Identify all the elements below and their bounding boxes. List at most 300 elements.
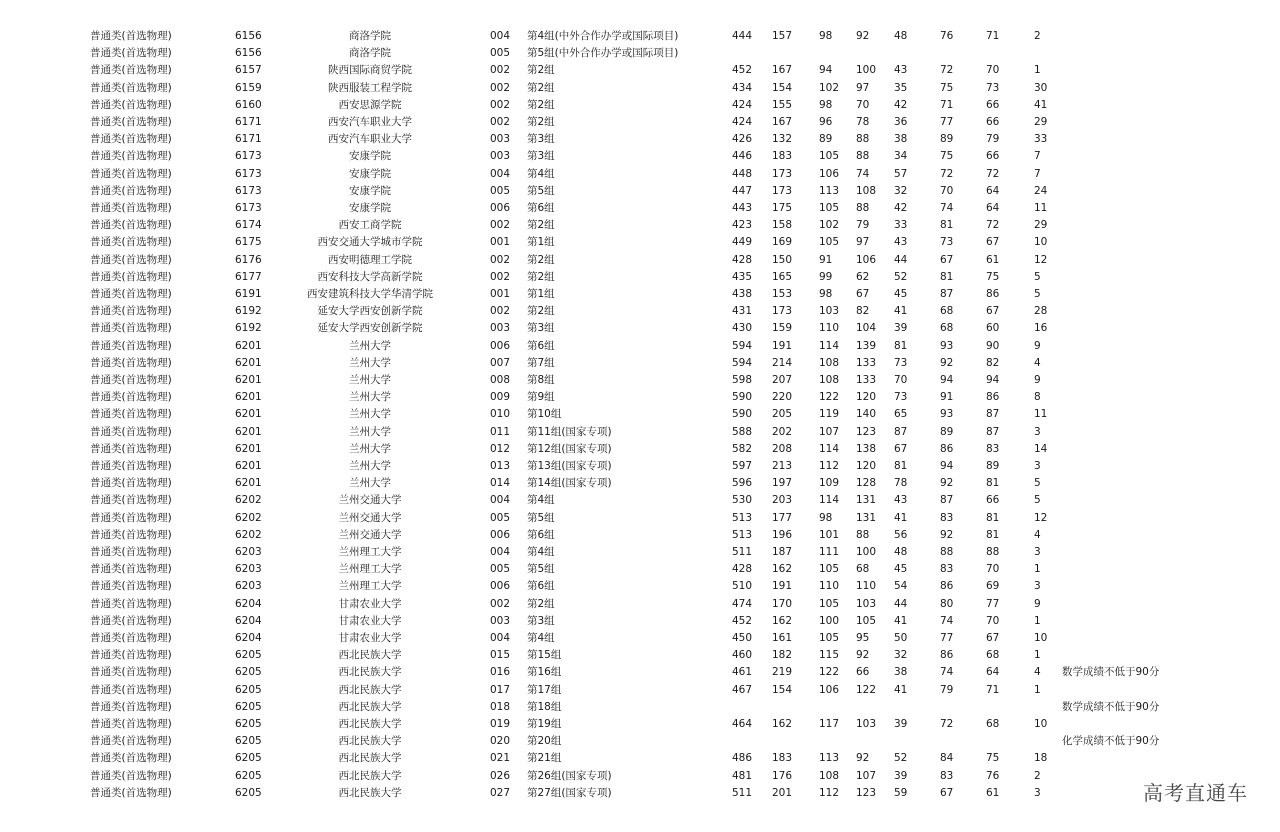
- score-col3-cell: 119: [819, 408, 840, 421]
- group-name-cell: 第3组: [527, 150, 555, 163]
- school-name-cell: 陕西服装工程学院: [328, 81, 412, 94]
- group-name-cell: 第2组: [527, 81, 555, 94]
- score-col7-cell: 67: [986, 305, 1000, 318]
- count-cell: 4: [1034, 666, 1041, 679]
- count-cell: 12: [1034, 253, 1048, 266]
- school-name-cell: 兰州交通大学: [338, 528, 402, 541]
- school-code-cell: 6192: [235, 322, 262, 335]
- group-name-cell: 第14组(国家专项): [527, 477, 612, 490]
- group-code-cell: 010: [490, 408, 511, 421]
- score-total-cell: 590: [732, 391, 753, 404]
- score-col7-cell: 64: [986, 184, 1000, 197]
- category-cell: 普通类(首选物理): [90, 580, 172, 593]
- score-col4-cell: 108: [856, 184, 877, 197]
- score-col2-cell: 197: [772, 477, 793, 490]
- category-cell: 普通类(首选物理): [90, 270, 172, 283]
- score-col7-cell: 87: [986, 408, 1000, 421]
- school-name-cell: 安康学院: [349, 202, 391, 214]
- group-name-cell: 第7组: [527, 356, 555, 369]
- school-name-cell: 西北民族大学: [338, 683, 402, 696]
- score-col6-cell: 75: [940, 81, 954, 94]
- group-code-cell: 015: [490, 649, 511, 662]
- category-cell: 普通类(首选物理): [90, 391, 172, 404]
- score-total-cell: 511: [732, 546, 753, 558]
- score-col6-cell: 77: [940, 116, 954, 128]
- score-total-cell: 530: [732, 494, 753, 507]
- school-code-cell: 6205: [235, 769, 262, 782]
- score-col2-cell: 208: [772, 442, 793, 455]
- table-row: [0, 406, 1280, 423]
- score-col2-cell: 170: [772, 597, 793, 610]
- score-col2-cell: 162: [772, 614, 793, 627]
- category-cell: 普通类(首选物理): [90, 786, 172, 799]
- group-code-cell: 009: [490, 391, 511, 404]
- score-total-cell: 513: [732, 511, 753, 524]
- score-col4-cell: 106: [856, 253, 877, 266]
- score-col4-cell: 88: [856, 150, 870, 163]
- count-cell: 9: [1034, 339, 1041, 352]
- score-col2-cell: 173: [772, 167, 793, 180]
- score-col4-cell: 140: [856, 408, 877, 421]
- score-col5-cell: 65: [894, 408, 908, 421]
- category-cell: 普通类(首选物理): [90, 614, 172, 627]
- table-row: [0, 733, 1280, 750]
- note-cell: 化学成绩不低于90分: [1062, 735, 1160, 748]
- score-col4-cell: 107: [856, 769, 877, 782]
- count-cell: 3: [1034, 786, 1041, 799]
- group-code-cell: 002: [490, 98, 511, 111]
- score-col4-cell: 95: [856, 632, 870, 644]
- school-code-cell: 6204: [235, 597, 262, 610]
- score-col7-cell: 61: [986, 786, 1000, 799]
- group-code-cell: 020: [490, 735, 511, 748]
- score-col2-cell: 203: [772, 494, 793, 507]
- score-col5-cell: 42: [894, 202, 908, 214]
- score-col7-cell: 71: [986, 30, 1000, 42]
- score-col7-cell: 83: [986, 442, 1000, 455]
- school-code-cell: 6201: [235, 442, 262, 455]
- count-cell: 14: [1034, 442, 1048, 455]
- table-row: [0, 492, 1280, 509]
- school-name-cell: 西北民族大学: [338, 700, 402, 713]
- school-name-cell: 兰州交通大学: [338, 494, 402, 507]
- score-col2-cell: 169: [772, 236, 793, 249]
- school-code-cell: 6205: [235, 718, 262, 730]
- score-col2-cell: 219: [772, 666, 793, 679]
- group-code-cell: 004: [490, 30, 511, 42]
- school-name-cell: 商洛学院: [349, 47, 391, 60]
- score-col5-cell: 34: [894, 150, 908, 163]
- score-col7-cell: 77: [986, 597, 1000, 610]
- table-row: [0, 131, 1280, 148]
- score-col3-cell: 109: [819, 477, 840, 490]
- score-col6-cell: 83: [940, 563, 954, 576]
- score-col6-cell: 83: [940, 511, 954, 524]
- score-col4-cell: 88: [856, 202, 870, 214]
- score-total-cell: 443: [732, 202, 753, 214]
- score-col7-cell: 69: [986, 580, 1000, 593]
- group-name-cell: 第2组: [527, 219, 555, 232]
- school-code-cell: 6173: [235, 202, 262, 214]
- school-name-cell: 西安科技大学高新学院: [317, 270, 423, 283]
- category-cell: 普通类(首选物理): [90, 563, 172, 576]
- score-col4-cell: 88: [856, 133, 870, 146]
- score-col6-cell: 68: [940, 322, 954, 335]
- school-code-cell: 6205: [235, 786, 262, 799]
- count-cell: 1: [1034, 649, 1041, 662]
- category-cell: 普通类(首选物理): [90, 167, 172, 180]
- group-code-cell: 002: [490, 253, 511, 266]
- score-col5-cell: 59: [894, 786, 908, 799]
- category-cell: 普通类(首选物理): [90, 322, 172, 335]
- score-col7-cell: 75: [986, 270, 1000, 283]
- group-code-cell: 004: [490, 632, 511, 644]
- score-col3-cell: 98: [819, 511, 833, 524]
- table-row: [0, 80, 1280, 97]
- group-code-cell: 003: [490, 150, 511, 163]
- group-code-cell: 011: [490, 425, 511, 438]
- score-col7-cell: 68: [986, 649, 1000, 662]
- group-name-cell: 第15组: [527, 649, 562, 662]
- count-cell: 1: [1034, 563, 1041, 576]
- school-code-cell: 6201: [235, 460, 262, 472]
- score-col2-cell: 182: [772, 649, 793, 662]
- school-code-cell: 6205: [235, 649, 262, 662]
- score-total-cell: 428: [732, 563, 753, 576]
- count-cell: 16: [1034, 322, 1048, 335]
- group-code-cell: 003: [490, 614, 511, 627]
- score-col7-cell: 73: [986, 81, 1000, 94]
- score-col3-cell: 98: [819, 98, 833, 111]
- count-cell: 3: [1034, 546, 1041, 558]
- count-cell: 4: [1034, 356, 1041, 369]
- score-col5-cell: 87: [894, 425, 908, 438]
- score-col4-cell: 97: [856, 81, 870, 94]
- count-cell: 33: [1034, 133, 1048, 146]
- score-col2-cell: 173: [772, 184, 793, 197]
- group-code-cell: 004: [490, 167, 511, 180]
- category-cell: 普通类(首选物理): [90, 511, 172, 524]
- school-name-cell: 西安汽车职业大学: [328, 116, 412, 128]
- count-cell: 5: [1034, 477, 1041, 490]
- score-col7-cell: 66: [986, 150, 1000, 163]
- group-name-cell: 第11组(国家专项): [527, 425, 612, 438]
- group-code-cell: 021: [490, 752, 511, 765]
- score-col2-cell: 158: [772, 219, 793, 232]
- school-code-cell: 6173: [235, 184, 262, 197]
- score-col7-cell: 72: [986, 219, 1000, 232]
- score-col4-cell: 97: [856, 236, 870, 249]
- school-name-cell: 兰州大学: [349, 442, 391, 455]
- score-total-cell: 428: [732, 253, 753, 266]
- score-col4-cell: 68: [856, 563, 870, 576]
- score-col7-cell: 67: [986, 632, 1000, 644]
- score-col2-cell: 155: [772, 98, 793, 111]
- score-col4-cell: 100: [856, 64, 877, 77]
- group-name-cell: 第8组: [527, 374, 555, 386]
- count-cell: 3: [1034, 580, 1041, 593]
- school-name-cell: 陕西国际商贸学院: [328, 64, 412, 77]
- score-col3-cell: 98: [819, 30, 833, 42]
- score-total-cell: 510: [732, 580, 753, 593]
- school-code-cell: 6202: [235, 528, 262, 541]
- school-code-cell: 6176: [235, 253, 262, 266]
- category-cell: 普通类(首选物理): [90, 116, 172, 128]
- score-total-cell: 452: [732, 64, 753, 77]
- group-name-cell: 第2组: [527, 597, 555, 610]
- score-total-cell: 598: [732, 374, 753, 386]
- school-name-cell: 西安工商学院: [338, 219, 402, 232]
- group-code-cell: 002: [490, 597, 511, 610]
- school-name-cell: 西北民族大学: [338, 718, 402, 730]
- score-total-cell: 588: [732, 425, 753, 438]
- group-name-cell: 第6组: [527, 339, 555, 352]
- school-name-cell: 兰州理工大学: [338, 546, 402, 558]
- score-total-cell: 474: [732, 597, 753, 610]
- table-row: [0, 630, 1280, 647]
- category-cell: 普通类(首选物理): [90, 150, 172, 163]
- school-code-cell: 6202: [235, 511, 262, 524]
- score-col2-cell: 187: [772, 546, 793, 558]
- score-col7-cell: 81: [986, 511, 1000, 524]
- score-col5-cell: 48: [894, 546, 908, 558]
- count-cell: 1: [1034, 683, 1041, 696]
- table-row: [0, 166, 1280, 183]
- score-col5-cell: 45: [894, 563, 908, 576]
- group-code-cell: 007: [490, 356, 511, 369]
- score-col2-cell: 196: [772, 528, 793, 541]
- score-col6-cell: 93: [940, 408, 954, 421]
- score-col3-cell: 113: [819, 752, 840, 765]
- score-total-cell: 423: [732, 219, 753, 232]
- score-col2-cell: 165: [772, 270, 793, 283]
- school-code-cell: 6203: [235, 563, 262, 576]
- score-col7-cell: 61: [986, 253, 1000, 266]
- score-col3-cell: 111: [819, 546, 840, 558]
- table-row: [0, 561, 1280, 578]
- count-cell: 29: [1034, 116, 1048, 128]
- score-col3-cell: 105: [819, 236, 840, 249]
- score-total-cell: 430: [732, 322, 753, 335]
- score-col5-cell: 39: [894, 322, 908, 335]
- school-code-cell: 6201: [235, 374, 262, 386]
- score-col5-cell: 42: [894, 98, 908, 111]
- count-cell: 8: [1034, 391, 1041, 404]
- category-cell: 普通类(首选物理): [90, 477, 172, 490]
- school-name-cell: 甘肃农业大学: [338, 597, 402, 610]
- score-col3-cell: 110: [819, 580, 840, 593]
- group-code-cell: 016: [490, 666, 511, 679]
- group-name-cell: 第17组: [527, 683, 562, 696]
- group-code-cell: 008: [490, 374, 511, 386]
- score-col4-cell: 62: [856, 270, 870, 283]
- score-col3-cell: 108: [819, 769, 840, 782]
- score-col4-cell: 138: [856, 442, 877, 455]
- count-cell: 3: [1034, 460, 1041, 472]
- score-col2-cell: 132: [772, 133, 793, 146]
- score-col3-cell: 112: [819, 460, 840, 472]
- score-col3-cell: 106: [819, 683, 840, 696]
- group-name-cell: 第1组: [527, 236, 555, 249]
- count-cell: 7: [1034, 167, 1041, 180]
- school-name-cell: 甘肃农业大学: [338, 632, 402, 644]
- score-col3-cell: 105: [819, 597, 840, 610]
- count-cell: 9: [1034, 374, 1041, 386]
- school-code-cell: 6205: [235, 666, 262, 679]
- group-code-cell: 006: [490, 339, 511, 352]
- category-cell: 普通类(首选物理): [90, 683, 172, 696]
- count-cell: 24: [1034, 184, 1048, 197]
- school-code-cell: 6204: [235, 614, 262, 627]
- score-col7-cell: 68: [986, 718, 1000, 730]
- score-col6-cell: 74: [940, 614, 954, 627]
- category-cell: 普通类(首选物理): [90, 98, 172, 111]
- score-col4-cell: 67: [856, 288, 870, 300]
- score-col2-cell: 176: [772, 769, 793, 782]
- count-cell: 3: [1034, 425, 1041, 438]
- school-code-cell: 6160: [235, 98, 262, 111]
- group-name-cell: 第4组(中外合作办学或国际项目): [527, 30, 679, 42]
- score-col6-cell: 86: [940, 649, 954, 662]
- score-col4-cell: 120: [856, 460, 877, 472]
- score-col6-cell: 87: [940, 288, 954, 300]
- score-col6-cell: 89: [940, 425, 954, 438]
- school-name-cell: 甘肃农业大学: [338, 614, 402, 627]
- school-code-cell: 6177: [235, 270, 262, 283]
- table-row: [0, 28, 1280, 45]
- score-col7-cell: 70: [986, 563, 1000, 576]
- score-col6-cell: 77: [940, 632, 954, 644]
- table-row: [0, 303, 1280, 320]
- category-cell: 普通类(首选物理): [90, 219, 172, 232]
- table-row: [0, 372, 1280, 389]
- score-col4-cell: 82: [856, 305, 870, 318]
- score-col6-cell: 75: [940, 150, 954, 163]
- score-col3-cell: 114: [819, 494, 840, 507]
- group-code-cell: 002: [490, 305, 511, 318]
- score-col2-cell: 201: [772, 786, 793, 799]
- school-code-cell: 6204: [235, 632, 262, 644]
- school-code-cell: 6171: [235, 116, 262, 128]
- score-col2-cell: 213: [772, 460, 793, 472]
- score-col7-cell: 70: [986, 614, 1000, 627]
- score-col6-cell: 83: [940, 769, 954, 782]
- table-row: [0, 200, 1280, 217]
- category-cell: 普通类(首选物理): [90, 374, 172, 386]
- score-col6-cell: 67: [940, 786, 954, 799]
- score-col7-cell: 89: [986, 460, 1000, 472]
- score-total-cell: 438: [732, 288, 753, 300]
- group-name-cell: 第6组: [527, 528, 555, 541]
- score-col4-cell: 105: [856, 614, 877, 627]
- school-name-cell: 兰州大学: [349, 425, 391, 438]
- score-col3-cell: 113: [819, 184, 840, 197]
- score-col4-cell: 88: [856, 528, 870, 541]
- score-col6-cell: 93: [940, 339, 954, 352]
- score-total-cell: 431: [732, 305, 753, 318]
- school-name-cell: 西安思源学院: [338, 98, 402, 111]
- score-total-cell: 511: [732, 786, 753, 799]
- score-total-cell: 452: [732, 614, 753, 627]
- group-code-cell: 017: [490, 683, 511, 696]
- score-col4-cell: 74: [856, 167, 870, 180]
- score-total-cell: 435: [732, 270, 753, 283]
- score-total-cell: 448: [732, 167, 753, 180]
- score-col2-cell: 167: [772, 116, 793, 128]
- score-col7-cell: 67: [986, 236, 1000, 249]
- school-code-cell: 6201: [235, 425, 262, 438]
- score-col4-cell: 131: [856, 511, 877, 524]
- score-col5-cell: 32: [894, 649, 908, 662]
- score-col5-cell: 54: [894, 580, 908, 593]
- score-col5-cell: 57: [894, 167, 908, 180]
- group-name-cell: 第27组(国家专项): [527, 786, 612, 799]
- school-code-cell: 6157: [235, 64, 262, 77]
- score-col3-cell: 89: [819, 133, 833, 146]
- score-col2-cell: 162: [772, 718, 793, 730]
- school-name-cell: 兰州大学: [349, 460, 391, 472]
- score-col6-cell: 92: [940, 477, 954, 490]
- score-col6-cell: 68: [940, 305, 954, 318]
- category-cell: 普通类(首选物理): [90, 528, 172, 541]
- count-cell: 11: [1034, 202, 1048, 214]
- score-total-cell: 594: [732, 356, 753, 369]
- score-col2-cell: 157: [772, 30, 793, 42]
- score-col5-cell: 43: [894, 494, 908, 507]
- group-code-cell: 004: [490, 494, 511, 507]
- table-row: [0, 338, 1280, 355]
- school-code-cell: 6201: [235, 356, 262, 369]
- score-col2-cell: 214: [772, 356, 793, 369]
- school-code-cell: 6205: [235, 700, 262, 713]
- score-total-cell: 481: [732, 769, 753, 782]
- score-col2-cell: 177: [772, 511, 793, 524]
- school-code-cell: 6156: [235, 47, 262, 60]
- score-col5-cell: 78: [894, 477, 908, 490]
- category-cell: 普通类(首选物理): [90, 597, 172, 610]
- score-col6-cell: 86: [940, 580, 954, 593]
- score-col7-cell: 88: [986, 546, 1000, 558]
- score-col5-cell: 73: [894, 391, 908, 404]
- category-cell: 普通类(首选物理): [90, 700, 172, 713]
- group-name-cell: 第21组: [527, 752, 562, 765]
- score-col7-cell: 70: [986, 64, 1000, 77]
- group-code-cell: 006: [490, 528, 511, 541]
- score-col2-cell: 154: [772, 683, 793, 696]
- category-cell: 普通类(首选物理): [90, 442, 172, 455]
- score-total-cell: 464: [732, 718, 753, 730]
- school-code-cell: 6174: [235, 219, 262, 232]
- count-cell: 1: [1034, 64, 1041, 77]
- group-code-cell: 027: [490, 786, 511, 799]
- count-cell: 11: [1034, 408, 1048, 421]
- group-name-cell: 第4组: [527, 632, 555, 644]
- group-name-cell: 第5组(中外合作办学或国际项目): [527, 47, 679, 60]
- score-col3-cell: 107: [819, 425, 840, 438]
- table-row: [0, 699, 1280, 716]
- count-cell: 1: [1034, 614, 1041, 627]
- group-code-cell: 001: [490, 288, 511, 300]
- school-name-cell: 西安明德理工学院: [328, 253, 412, 266]
- score-col6-cell: 67: [940, 253, 954, 266]
- score-col3-cell: 115: [819, 649, 840, 662]
- score-col3-cell: 108: [819, 374, 840, 386]
- group-name-cell: 第3组: [527, 614, 555, 627]
- table-row: [0, 234, 1280, 251]
- school-name-cell: 延安大学西安创新学院: [317, 322, 423, 335]
- score-col2-cell: 183: [772, 150, 793, 163]
- score-col4-cell: 70: [856, 98, 870, 111]
